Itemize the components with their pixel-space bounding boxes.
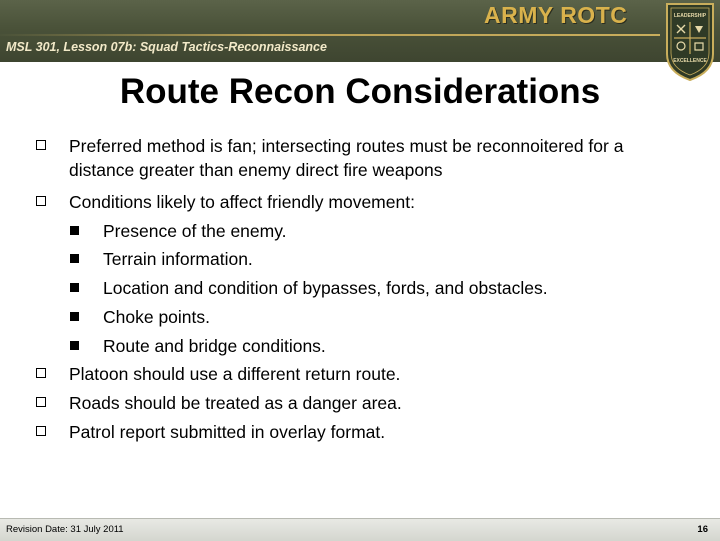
sub-bullet-item bbox=[70, 334, 670, 358]
sub-bullet-item bbox=[70, 276, 670, 300]
bullet-text: Location and condition of bypasses, fords, and obstacles. bbox=[103, 278, 548, 298]
bullet-item bbox=[36, 391, 676, 415]
bullet-text: Roads should be treated as a danger area. bbox=[69, 393, 402, 413]
slide-title: Route Recon Considerations bbox=[119, 72, 601, 111]
hollow-square-bullet-icon bbox=[36, 426, 46, 436]
bullet-text: Conditions likely to affect friendly movement: bbox=[69, 192, 415, 212]
sub-bullet-item bbox=[70, 219, 670, 243]
bullet-item bbox=[36, 420, 676, 444]
bullet-item bbox=[36, 134, 676, 182]
revision-date: Revision Date: 31 July 2011 bbox=[6, 524, 124, 535]
solid-square-bullet-icon bbox=[70, 283, 79, 292]
lesson-title: MSL 301, Lesson 07b: Squad Tactics-Reconnaissance bbox=[6, 40, 327, 54]
logo-text-top: LEADERSHIP bbox=[673, 13, 707, 19]
sub-bullet-item bbox=[70, 305, 670, 329]
hollow-square-bullet-icon bbox=[36, 196, 46, 206]
solid-square-bullet-icon bbox=[70, 254, 79, 263]
bullet-text: Platoon should use a different return route. bbox=[69, 364, 401, 384]
hollow-square-bullet-icon bbox=[36, 397, 46, 407]
logo-text-bottom: EXCELLENCE bbox=[673, 58, 707, 64]
bullet-text: Terrain information. bbox=[103, 249, 253, 269]
bullet-text: Presence of the enemy. bbox=[103, 221, 287, 241]
bullet-text: Route and bridge conditions. bbox=[103, 336, 326, 356]
footer-bar bbox=[0, 518, 720, 541]
brand-title: ARMY ROTC bbox=[484, 2, 628, 28]
header-accent-line bbox=[0, 34, 660, 36]
page-number: 16 bbox=[697, 524, 708, 535]
solid-square-bullet-icon bbox=[70, 312, 79, 321]
solid-square-bullet-icon bbox=[70, 226, 79, 235]
bullet-text: Choke points. bbox=[103, 307, 211, 327]
header-band bbox=[0, 0, 720, 62]
bullet-item bbox=[36, 362, 676, 386]
sub-bullet-item bbox=[70, 247, 670, 271]
bullet-item bbox=[36, 190, 676, 214]
bullet-text: Preferred method is fan; intersecting routes must be reconnoitered for a distance greater than enemy direct fire weapons bbox=[69, 136, 624, 180]
hollow-square-bullet-icon bbox=[36, 368, 46, 378]
bullet-text: Patrol report submitted in overlay format. bbox=[69, 422, 386, 442]
solid-square-bullet-icon bbox=[70, 341, 79, 350]
hollow-square-bullet-icon bbox=[36, 140, 46, 150]
